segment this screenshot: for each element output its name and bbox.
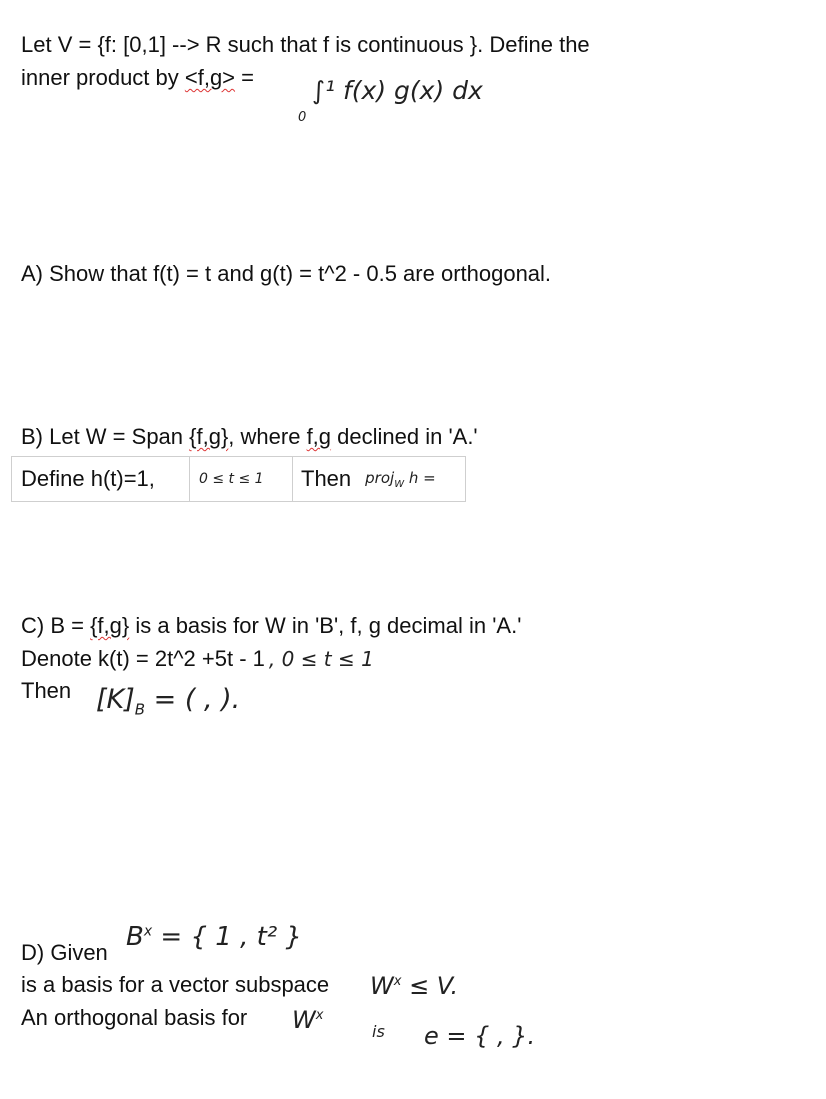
part-c-then: Then bbox=[21, 678, 72, 703]
handwritten-basis-definition bbox=[126, 922, 302, 952]
handwritten-coordinate-vector bbox=[96, 684, 240, 718]
intro-line-2 bbox=[21, 65, 254, 91]
handwritten-w-symbol bbox=[292, 1006, 323, 1034]
handwritten-integral-lower-limit: 0 bbox=[298, 110, 307, 125]
part-d-line-2 bbox=[21, 972, 329, 998]
subspace-superscript: x bbox=[393, 974, 402, 989]
basis-set: {f,g} bbox=[90, 613, 130, 638]
proj-subscript: W bbox=[394, 478, 405, 490]
part-c-prefix: C) B = bbox=[21, 613, 91, 638]
coord-subscript: B bbox=[134, 700, 146, 719]
part-a-text: A) Show that f(t) = t and g(t) = t^2 - 0.5 are orthogonal. bbox=[21, 261, 552, 286]
part-b-suffix: declined in 'A.' bbox=[331, 424, 478, 449]
define-h-text: Define h(t)=1, bbox=[21, 466, 155, 491]
part-b-prefix: B) Let W = Span bbox=[21, 424, 190, 449]
intro-line-1 bbox=[21, 32, 590, 58]
part-b-line-1 bbox=[21, 424, 478, 450]
fg-reference: f,g bbox=[306, 424, 332, 449]
orthogonal-basis-text: An orthogonal basis for bbox=[21, 1005, 248, 1030]
basis-symbol: B bbox=[126, 922, 144, 952]
part-c-line-3 bbox=[21, 678, 71, 704]
handwritten-projection bbox=[365, 469, 436, 490]
handwritten-is: is bbox=[372, 1022, 385, 1041]
handwritten-integral: ∫¹ f(x) g(x) dx bbox=[312, 76, 483, 105]
part-c-line-1 bbox=[21, 613, 521, 639]
inner-product-symbol: <f,g> bbox=[184, 65, 236, 90]
proj-tail: h = bbox=[404, 468, 436, 487]
handwritten-domain: 0 ≤ t ≤ 1 bbox=[199, 471, 264, 487]
proj-text: proj bbox=[365, 468, 395, 487]
intro-text-1: Let V = {f: [0,1] --> R such that f is continuous }. Define the bbox=[21, 32, 590, 57]
basis-superscript: x bbox=[143, 923, 153, 940]
subspace-symbol: W bbox=[370, 972, 394, 1000]
table-cell-domain bbox=[190, 457, 293, 501]
part-a bbox=[21, 261, 551, 287]
part-b-middle: , where bbox=[228, 424, 307, 449]
handwritten-subspace bbox=[370, 972, 458, 1000]
subspace-text: is a basis for a vector subspace bbox=[21, 972, 330, 997]
k-definition: Denote k(t) = 2t^2 +5t - 1 bbox=[21, 646, 265, 671]
part-d-line-3 bbox=[21, 1005, 247, 1031]
coord-tail: = ( , ). bbox=[145, 684, 241, 715]
intro-text-2: inner product by bbox=[21, 65, 185, 90]
part-c-line-2 bbox=[21, 646, 374, 672]
handwritten-answer-set: e = { , }. bbox=[424, 1022, 536, 1050]
part-c-suffix: is a basis for W in 'B', f, g decimal in 'A.' bbox=[129, 613, 522, 638]
definition-table-row bbox=[11, 456, 466, 502]
span-set: {f,g} bbox=[189, 424, 229, 449]
table-cell-then bbox=[293, 457, 465, 501]
equals-sign: = bbox=[235, 65, 254, 90]
handwritten-k-domain: , 0 ≤ t ≤ 1 bbox=[268, 647, 374, 671]
basis-set-value: = { 1 , t² } bbox=[152, 922, 303, 952]
part-d-given: D) Given bbox=[21, 940, 108, 965]
coord-bracket: [K] bbox=[96, 684, 135, 715]
table-cell-define bbox=[12, 457, 190, 501]
w-symbol: W bbox=[292, 1006, 316, 1034]
part-d-line-1 bbox=[21, 940, 108, 966]
subspace-relation: ≤ V. bbox=[401, 972, 459, 1000]
then-text: Then bbox=[301, 466, 352, 491]
w-superscript: x bbox=[315, 1008, 324, 1023]
